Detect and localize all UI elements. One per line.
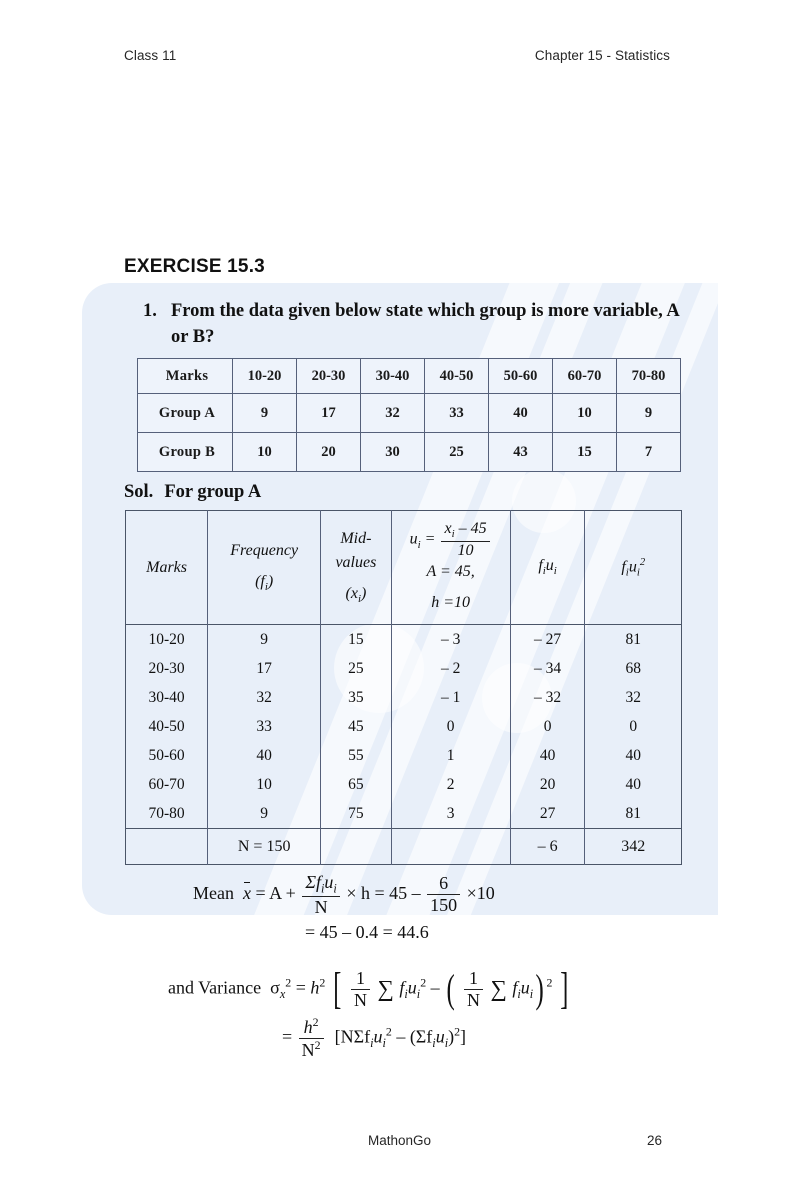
mean-frac-denominator: 150 [427,894,460,916]
table-row [138,359,681,394]
summation-symbol: ∑ [377,976,394,1002]
equation-variance: and Variance $\sigma_x^2 = h^2$ [ $\frac{1}{N}$ ∑ $f_iu_i^2$ – ( $\frac{1}{N}$ ∑ $f_iu_i$) $^2$ ] [168,964,569,1014]
group-a-value: 40 [489,394,553,433]
variance-f-2: f [512,977,518,998]
cell-u: 3 [391,799,510,829]
mean-label: Mean [193,882,234,903]
column-header-frequency [208,511,321,625]
summation-symbol-2: ∑ [490,976,507,1002]
cell-fu2: 40 [585,770,682,799]
column-header-fu: $f_iu_i$ [510,511,585,625]
right-bracket: ] [560,964,569,1014]
row-header-group-a: Group A [138,394,233,433]
six-over-onefifty-fraction [427,873,460,915]
cell-fu: – 32 [510,683,585,712]
assumed-mean-line: A = 45, [426,563,475,581]
group-a-value: 10 [553,394,617,433]
variance-n: N [351,989,370,1011]
cell-marks: 10-20 [126,625,208,655]
cell-fu2: 68 [585,654,682,683]
footer-page-number: 26 [646,1133,662,1148]
variance2-mid: – (Σf [391,1026,433,1047]
cell-fu: 27 [510,799,585,829]
variance-h: h [310,977,320,998]
table-row [126,770,682,799]
column-header-marks: Marks [126,511,208,625]
cell-midvalue: 45 [321,712,391,741]
cell-marks: 20-30 [126,654,208,683]
cell-fu: – 27 [510,625,585,655]
cell-frequency: 17 [208,654,321,683]
cell-fu2: 0 [585,712,682,741]
table-row [126,741,682,770]
solution-label [124,482,261,503]
column-header-midvalues-line1: Mid- [340,530,372,548]
cell-fu2: 32 [585,683,682,712]
marks-interval: 10-20 [233,359,297,394]
marks-interval: 40-50 [425,359,489,394]
cell-midvalue: 55 [321,741,391,770]
group-b-value: 30 [361,433,425,472]
question-text: From the data given below state which group is more variable, A or B? [171,301,679,348]
column-header-frequency-symbol: $(f_i)$ [255,573,274,594]
column-header-midvalues-line2: values [335,554,377,572]
mean-tail: ×10 [466,882,495,903]
right-paren: ) [535,966,544,1012]
variance2-lead: = [282,1026,297,1047]
table-row [126,683,682,712]
equation-variance-expanded: = $\frac{h^2}{N^2}$ $[N\Sigma f_iu_i^2 - (\Sigma f_iu_i)^2]$ [282,1015,467,1060]
total-cell-u [391,829,510,865]
class-width-line: h =10 [431,594,471,612]
one-over-n-fraction-2 [464,968,483,1010]
cell-marks: 40-50 [126,712,208,741]
variance2-h: h [303,1017,313,1037]
group-a-value: 33 [425,394,489,433]
given-data-table [137,358,681,472]
cell-frequency: 10 [208,770,321,799]
column-header-frequency-label: Frequency [230,542,299,560]
cell-fu2: 81 [585,625,682,655]
mean-variable: x [242,882,251,903]
row-header-group-b: Group B [138,433,233,472]
cell-marks: 70-80 [126,799,208,829]
cell-midvalue: 75 [321,799,391,829]
cell-fu2: 81 [585,799,682,829]
question-number: 1. [143,301,157,321]
marks-interval: 20-30 [297,359,361,394]
marks-interval: 50-60 [489,359,553,394]
mean-equals-a-plus: = A + [255,882,301,903]
equation-mean-result: = 45 – 0.4 = 44.6 [305,922,429,942]
one-over-n-fraction [351,968,370,1010]
table-header-row [126,511,682,625]
variance-equals: = [295,977,311,998]
cell-fu: 0 [510,712,585,741]
table-row [138,433,681,472]
h2-over-n2-fraction: $\frac{h^2}{N^2}$ [299,1016,324,1060]
mean-sum-numerator: Σf [305,872,322,892]
group-b-value: 25 [425,433,489,472]
cell-u: – 1 [391,683,510,712]
mean-times-h: × h = 45 – [346,882,426,903]
variance2-close: ) [448,1026,455,1047]
variance2-open: [NΣf [334,1026,371,1047]
exercise-title: EXERCISE 15.3 [124,256,265,277]
column-header-fu2: $f_iu_i^2$ [585,511,682,625]
cell-fu: 20 [510,770,585,799]
total-fu2: 342 [585,829,682,865]
cell-midvalue: 35 [321,683,391,712]
group-a-value: 9 [233,394,297,433]
equation-mean [193,872,495,917]
question-block [145,298,690,351]
variance2-n: N [301,1039,315,1060]
cell-frequency: 9 [208,799,321,829]
variance2-end: ] [460,1026,467,1047]
left-bracket: [ [333,964,342,1014]
cell-midvalue: 65 [321,770,391,799]
cell-frequency: 9 [208,625,321,655]
cell-frequency: 40 [208,741,321,770]
cell-frequency: 33 [208,712,321,741]
table-row [126,654,682,683]
group-a-value: 9 [617,394,681,433]
column-header-midvalues [321,511,391,625]
variance-sigma: σ [270,977,280,998]
left-paren: ( [446,966,455,1012]
cell-midvalue: 15 [321,625,391,655]
cell-u: 0 [391,712,510,741]
table-row [126,625,682,655]
sum-fu-over-n-fraction: $\frac{\Sigma f_iu_i}{N}$ [302,872,340,917]
header-class-label: Class 11 [124,48,177,63]
total-cell-midvalue [321,829,391,865]
variance-one-2: 1 [468,968,478,988]
variance-f: f [399,977,405,998]
cell-marks: 30-40 [126,683,208,712]
solution-heading: For group A [164,482,262,502]
mean-frac-numerator: 6 [439,873,449,894]
table-row [126,712,682,741]
group-b-value: 10 [233,433,297,472]
table-row [138,394,681,433]
group-b-value: 7 [617,433,681,472]
group-b-value: 43 [489,433,553,472]
cell-fu: 40 [510,741,585,770]
cell-marks: 60-70 [126,770,208,799]
solution-prefix: Sol. [124,482,154,502]
variance-one: 1 [355,968,365,988]
variance-n-2: N [464,989,483,1011]
variance-label: and Variance [168,977,262,998]
table-totals-row [126,829,682,865]
total-cell-marks [126,829,208,865]
cell-u: 1 [391,741,510,770]
cell-fu2: 40 [585,741,682,770]
group-b-value: 15 [553,433,617,472]
header-chapter-label: Chapter 15 - Statistics [534,48,670,63]
group-a-value: 17 [297,394,361,433]
marks-interval: 60-70 [553,359,617,394]
mean-sum-denominator: N [302,896,340,918]
marks-interval: 30-40 [361,359,425,394]
column-header-u-formula [391,511,510,625]
u-definition: $u_i$ = $\frac{x_i - 45}{10}$ [392,520,510,560]
group-a-value: 32 [361,394,425,433]
cell-fu: – 34 [510,654,585,683]
total-fu: – 6 [510,829,585,865]
row-header-marks: Marks [138,359,233,394]
footer-brand: MathonGo [368,1133,432,1148]
cell-midvalue: 25 [321,654,391,683]
column-header-midvalues-symbol: $(x_i)$ [345,585,367,606]
calculation-table [125,510,682,865]
group-b-value: 20 [297,433,361,472]
cell-u: – 2 [391,654,510,683]
table-row [126,799,682,829]
total-frequency: N = 150 [208,829,321,865]
marks-interval: 70-80 [617,359,681,394]
cell-u: – 3 [391,625,510,655]
variance-minus: – [430,977,440,998]
cell-marks: 50-60 [126,741,208,770]
cell-u: 2 [391,770,510,799]
cell-frequency: 32 [208,683,321,712]
